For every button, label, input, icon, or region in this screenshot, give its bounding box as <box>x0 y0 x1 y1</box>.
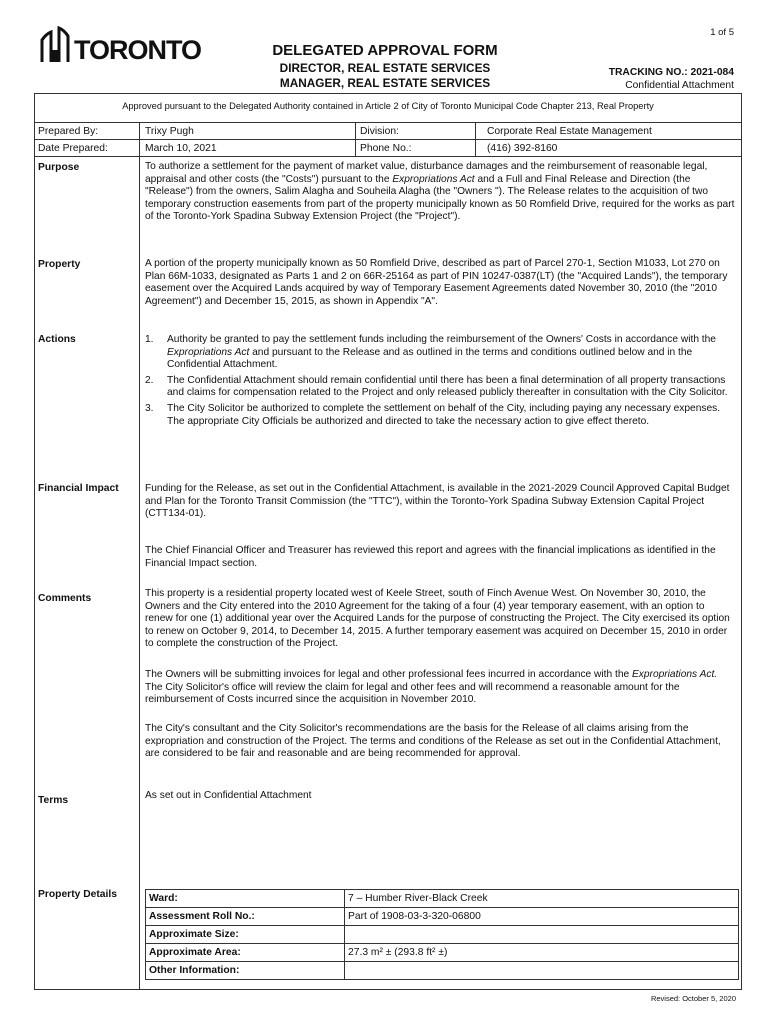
other-information-value <box>345 962 739 980</box>
prepared-by-label: Prepared By: <box>38 126 99 137</box>
date-prepared-label: Date Prepared: <box>38 143 108 154</box>
property-details-table <box>145 889 739 980</box>
logo-wordmark: TORONTO <box>74 35 202 65</box>
approximate-size-value <box>345 926 739 944</box>
table-row <box>146 926 739 944</box>
property-label: Property <box>38 259 81 270</box>
phone-label: Phone No.: <box>360 143 412 154</box>
action-item: 1. Authority be granted to pay the settlement funds including the reimbursement of the Owners' Costs in accordance with the Expropriations Act and pursuant to the Release and as outlined in the terms and conditions outlined below and in the Confidential Attachment. <box>145 334 716 371</box>
column-divider <box>139 122 140 989</box>
form-title: DELEGATED APPROVAL FORM <box>272 42 498 59</box>
tracking-number: TRACKING NO.: 2021-084 <box>608 67 734 78</box>
table-row <box>146 944 739 962</box>
comments-label: Comments <box>38 593 92 604</box>
actions-label: Actions <box>38 334 76 345</box>
divider <box>35 122 741 123</box>
prepared-by-value: Trixy Pugh <box>145 126 194 137</box>
date-prepared-value: March 10, 2021 <box>145 143 217 154</box>
approximate-size-label: Approximate Size: <box>146 926 345 944</box>
purpose-text: To authorize a settlement for the payment of market value, disturbance damages and the reimbursement of reasonable legal, appraisal and other costs (the "Costs") pursuant to the Expropriations Act and a Full and Final Release and Direction (the "Release") from the owners, Salim Alagha and Souheila Alagha (the "Owners "). The Release relates to the acquisition of two temporary construction easements from part of the property municipally known as 50 Romfield Drive, required for the works as part of the Toronto-York Spadina Subway Extension Project (the "Project"). <box>145 161 735 223</box>
page-number: 1 of 5 <box>710 27 734 38</box>
terms-label: Terms <box>38 795 69 806</box>
action-item: 2. The Confidential Attachment should remain confidential until there has been a final determination of all property transactions and claims for compensation related to the Project and only released publicly thereafter in consultation with the City Solicitor. <box>145 374 728 399</box>
confidential-label: Confidential Attachment <box>625 80 734 91</box>
comments-text-1: This property is a residential property located west of Keele Street, south of Finch Avenue West. On November 30, 2010, the Owners and the City entered into the 2010 Agreement for the taking of a four (4) year temporary easement, with an option to renew for one (1) additional year over the Acquired Lands for the purpose of constructing the Project. The City exercised its option to renew on October 9, 2014, to December 14, 2015. A further temporary easement was acquired on December 15, 2010 in order to complete the construction of the Project. <box>145 588 730 650</box>
column-divider <box>355 122 356 156</box>
divider <box>35 156 741 157</box>
divider <box>35 139 741 140</box>
phone-value: (416) 392-8160 <box>487 143 558 154</box>
comments-text-3: The City's consultant and the City Solicitor's recommendations are the basis for the Release of all claims arising from the expropriation and construction of the Project. The terms and conditions of the Release as set out in the Confidential Attachment, are considered to be fair and reasonable and are being recommended for approval. <box>145 723 721 760</box>
purpose-label: Purpose <box>38 162 80 173</box>
ward-label: Ward: <box>146 890 345 908</box>
terms-text: As set out in Confidential Attachment <box>145 790 312 801</box>
comments-text-2: The Owners will be submitting invoices for legal and other professional fees incurred in accordance with the Expropriations Act. The City Solicitor's office will review the claim for legal and other fees and will recommend a reasonable amount for the reimbursement of Costs incurred since the acquisition in November 2010. <box>145 669 718 706</box>
toronto-logo <box>40 26 201 64</box>
division-label: Division: <box>360 126 399 137</box>
property-text: A portion of the property municipally known as 50 Romfield Drive, described as part of Parcel 270-1, Section M1033, Lot 270 on Plan 66M-1033, designated as Parts 1 and 2 on 66R-25164 as part of PIN 10247-0387(LT) (the "Acquired Lands"), the temporary easement over the Acquired Lands acquired by way of Temporary Easement Agreements dated November 30, 2010 (the "2010 Agreement") and December 15, 2015, as shown in Appendix "A". <box>145 258 728 307</box>
city-hall-icon <box>40 26 70 64</box>
table-row <box>146 908 739 926</box>
assessment-roll-label: Assessment Roll No.: <box>146 908 345 926</box>
financial-review-text: The Chief Financial Officer and Treasurer has reviewed this report and agrees with the financial implications as identified in the Financial Impact section. <box>145 545 716 569</box>
actions-list <box>145 334 735 431</box>
action-item: 3. The City Solicitor be authorized to complete the settlement on behalf of the City, including paying any necessary expenses. The appropriate City Officials be authorized and directed to take the necessary action to give effect thereto. <box>145 402 721 427</box>
table-row <box>146 890 739 908</box>
revision-date: Revised: October 5, 2020 <box>650 994 736 1003</box>
ward-value: 7 – Humber River-Black Creek <box>345 890 739 908</box>
table-row <box>146 962 739 980</box>
form-subtitle-manager: MANAGER, REAL ESTATE SERVICES <box>279 76 491 90</box>
financial-impact-label: Financial Impact <box>38 483 119 494</box>
approximate-area-value: 27.3 m² ± (293.8 ft² ±) <box>345 944 739 962</box>
other-information-label: Other Information: <box>146 962 345 980</box>
division-value: Corporate Real Estate Management <box>487 126 652 137</box>
property-details-label: Property Details <box>38 889 117 900</box>
form-frame <box>34 93 742 990</box>
column-divider <box>475 122 476 156</box>
assessment-roll-value: Part of 1908-03-3-320-06800 <box>345 908 739 926</box>
tracking-block <box>609 66 734 92</box>
approximate-area-label: Approximate Area: <box>146 944 345 962</box>
financial-impact-text: Funding for the Release, as set out in the Confidential Attachment, is available in the 2021-2029 Council Approved Capital Budget and Plan for the Toronto Transit Commission (the "TTC"), within the Toronto-York Spadina Subway Extension Capital Project (CTT134-01). <box>145 483 730 520</box>
form-subtitle-director: DIRECTOR, REAL ESTATE SERVICES <box>279 61 491 75</box>
approval-note: Approved pursuant to the Delegated Authority contained in Article 2 of City of Toronto Municipal Code Chapter 213, Real Property <box>122 101 654 111</box>
